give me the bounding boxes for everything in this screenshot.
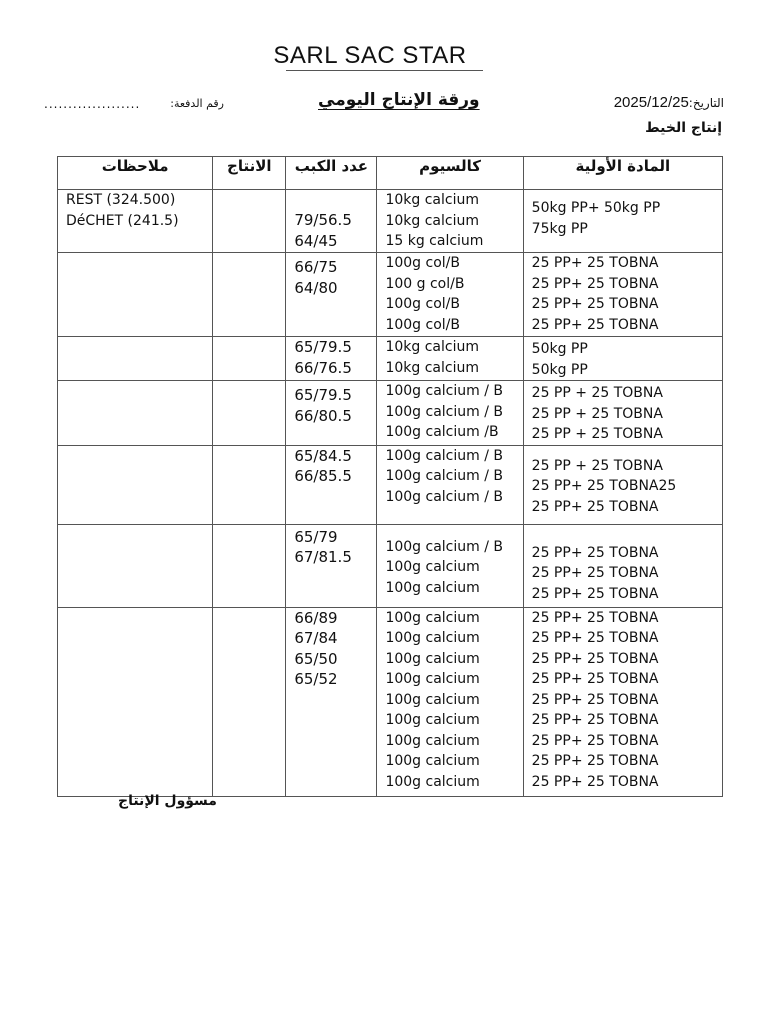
column-header-material: المادة الأولية [523,157,722,190]
table-row [58,524,723,607]
bobbins-line: 65/50 [294,649,338,668]
column-header-notes: ملاحظات [58,157,213,190]
table-row [58,381,723,446]
table-body [58,190,723,797]
bobbins-line: 65/79.5 [294,338,352,356]
table-row [58,253,723,337]
cell-notes [58,445,213,524]
batch-field [44,97,224,111]
bobbins-line: 65/79 [294,527,338,546]
calcium-line: 100g calcium / B [385,403,503,420]
calcium-line: 100g col/B [385,316,460,333]
cell-production [213,253,286,337]
material-line: 50kg PP+ 50kg PP [531,200,661,216]
bobbins-line: 66/75 [294,258,338,276]
cell-material [523,190,722,253]
company-name: SARL SAC STAR [273,42,467,69]
cell-notes [58,607,213,796]
cell-material [523,524,722,607]
cell-bobbins [286,381,377,446]
table-row [58,445,723,524]
cell-material [523,253,722,337]
table-header-row [58,157,723,190]
table-row [58,337,723,381]
cell-notes [58,190,213,253]
bobbins-line: 64/80 [294,278,338,297]
cell-bobbins [286,445,377,524]
cell-material [523,337,722,381]
material-line: 25 PP+ 25 TOBNA [531,544,659,561]
cell-calcium [377,381,523,446]
cell-calcium [377,337,523,381]
cell-notes [58,381,213,446]
cell-material [523,445,722,524]
calcium-line: 100g calcium [385,630,480,646]
cell-material [523,607,722,796]
production-table [57,156,723,797]
notes-line: REST (324.500) [66,192,176,208]
cell-notes [58,337,213,381]
material-line: 25 PP+ 25 TOBNA [531,565,659,581]
material-line: 25 PP+ 25 TOBNA [531,609,659,626]
column-header-bobbins: عدد الكبب [286,157,377,190]
calcium-line: 100g calcium [385,559,480,575]
material-line: 25 PP+ 25 TOBNA [531,585,659,602]
material-line: 25 PP + 25 TOBNA [531,426,663,442]
calcium-line: 100g calcium / B [385,488,503,505]
bobbins-line: 79/56.5 [294,211,352,229]
material-line: 25 PP+ 25 TOBNA [531,630,659,646]
bobbins-line: 64/45 [294,231,338,250]
bobbins-line: 66/89 [294,608,338,627]
bobbins-line: 66/76.5 [294,358,352,377]
material-line: 25 PP+ 25 TOBNA [531,255,659,271]
column-header-calcium: كالسيوم [377,157,523,190]
cell-bobbins [286,190,377,253]
calcium-line: 100g col/B [385,255,460,271]
cell-bobbins [286,337,377,381]
calcium-line: 10kg calcium [385,212,479,229]
date-label: التاريخ: [688,96,724,110]
cell-production [213,190,286,253]
calcium-line: 100g calcium [385,712,480,728]
calcium-line: 100g calcium / B [385,538,503,555]
calcium-line: 10kg calcium [385,192,479,208]
batch-label: رقم الدفعة: [170,97,224,110]
material-line: 25 PP + 25 TOBNA [531,385,663,401]
calcium-line: 100g calcium [385,579,480,596]
section-title: إنتاج الخيط [645,120,722,136]
calcium-line: 100g calcium [385,671,480,687]
calcium-line: 100g calcium [385,732,480,749]
material-line: 50kg PP [531,341,588,357]
material-line: 25 PP + 25 TOBNA [531,457,663,474]
calcium-line: 100g calcium / B [385,447,503,464]
bobbins-line: 65/79.5 [294,386,352,404]
cell-calcium [377,524,523,607]
cell-production [213,337,286,381]
cell-calcium [377,607,523,796]
material-line: 25 PP+ 25 TOBNA [531,753,659,769]
signature-label: مسؤول الإنتاج [118,793,217,809]
table-row [58,607,723,796]
cell-notes [58,524,213,607]
material-line: 25 PP+ 25 TOBNA [531,773,659,790]
material-line: 25 PP+ 25 TOBNA [531,691,659,708]
cell-calcium [377,445,523,524]
bobbins-line: 65/84.5 [294,446,352,465]
cell-bobbins [286,607,377,796]
calcium-line: 10kg calcium [385,339,479,355]
calcium-line: 100g calcium / B [385,468,503,484]
column-header-production: الانتاج [213,157,286,190]
cell-calcium [377,190,523,253]
bobbins-line: 65/52 [294,670,338,688]
bobbins-line: 66/80.5 [294,406,352,425]
material-line: 25 PP+ 25 TOBNA [531,671,659,687]
material-line: 25 PP+ 25 TOBNA [531,732,659,749]
material-line: 25 PP+ 25 TOBNA [531,712,659,728]
date-value: 2025/12/25 [613,94,689,111]
material-line: 25 PP+ 25 TOBNA [531,296,659,312]
calcium-line: 100g col/B [385,296,460,312]
material-line: 25 PP+ 25 TOBNA25 [531,478,677,494]
calcium-line: 15 kg calcium [385,233,484,249]
cell-material [523,381,722,446]
cell-bobbins [286,524,377,607]
calcium-line: 100g calcium [385,691,480,708]
cell-production [213,381,286,446]
cell-production [213,607,286,796]
calcium-line: 100g calcium / B [385,383,503,399]
calcium-line: 100g calcium [385,650,480,667]
cell-production [213,445,286,524]
calcium-line: 100g calcium [385,609,480,626]
cell-bobbins [286,253,377,337]
calcium-line: 100g calcium /B [385,424,499,440]
material-line: 25 PP + 25 TOBNA [531,405,663,422]
sheet-title: ورقة الإنتاج اليومي [318,90,480,110]
bobbins-line: 66/85.5 [294,467,352,485]
material-line: 25 PP+ 25 TOBNA [531,650,659,667]
calcium-line: 100g calcium [385,753,480,769]
cell-calcium [377,253,523,337]
company-underline [286,70,483,71]
table-row [58,190,723,253]
material-line: 75kg PP [531,220,588,237]
material-line: 50kg PP [531,361,588,378]
calcium-line: 100g calcium [385,773,480,790]
bobbins-line: 67/84 [294,629,338,647]
calcium-line: 10kg calcium [385,359,479,376]
notes-line: DéCHET (241.5) [66,212,179,229]
material-line: 25 PP+ 25 TOBNA [531,275,659,292]
batch-value: .................... [44,97,141,111]
material-line: 25 PP+ 25 TOBNA [531,498,659,515]
calcium-line: 100 g col/B [385,275,465,292]
bobbins-line: 67/81.5 [294,548,352,566]
date-field [614,94,724,111]
cell-notes [58,253,213,337]
cell-production [213,524,286,607]
material-line: 25 PP+ 25 TOBNA [531,316,659,333]
